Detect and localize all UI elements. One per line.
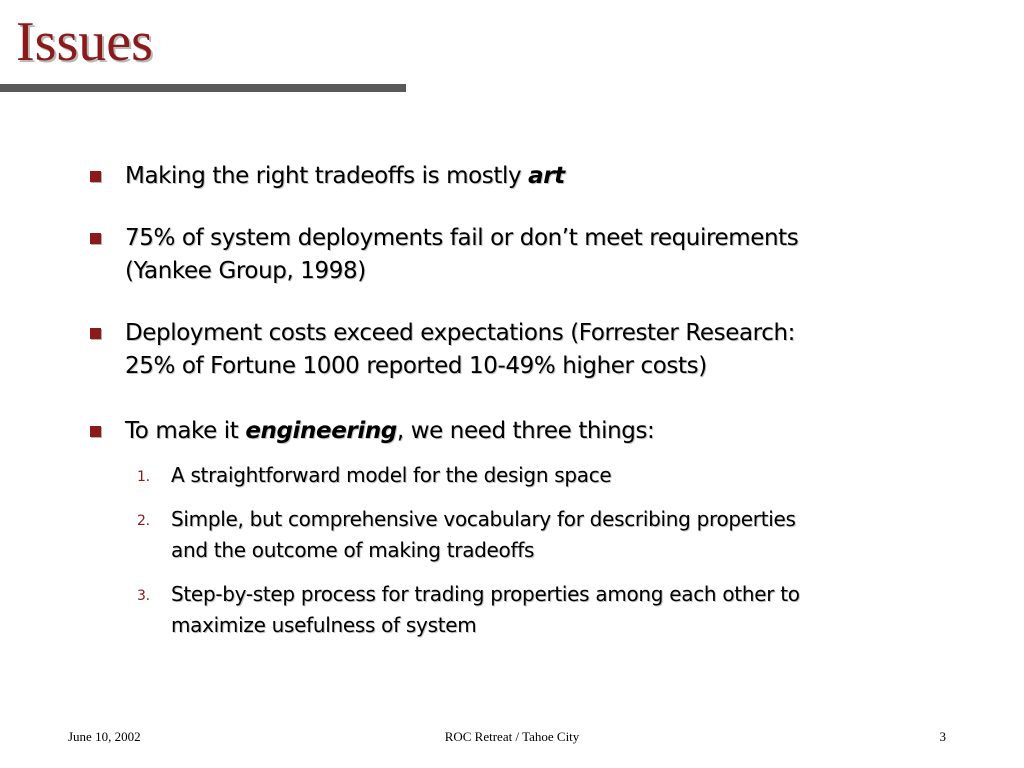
bullet-text-after: , we need three things: <box>396 418 655 444</box>
numbered-item-2 <box>137 504 931 566</box>
bullet-emphasis: engineering <box>245 418 397 444</box>
bullet-text-line2: (Yankee Group, 1998) <box>125 258 366 284</box>
page-number: 3 <box>939 729 946 744</box>
square-bullet-icon <box>90 426 101 437</box>
item-number: 1. <box>137 469 150 485</box>
bullet-text-line1: 75% of system deployments fail or don’t meet requirements <box>125 225 799 251</box>
item-number: 3. <box>137 588 150 604</box>
numbered-text-line1: A straightforward model for the design space <box>171 463 612 487</box>
bullet-item-1 <box>125 160 915 193</box>
bullet-emphasis: art <box>528 163 565 189</box>
item-number: 2. <box>137 513 150 529</box>
bullet-text-line2: 25% of Fortune 1000 reported 10-49% higher costs) <box>125 353 707 379</box>
bullet-text: To make it <box>125 418 246 444</box>
footer-date: June 10, 2002 <box>68 729 141 744</box>
title-underline <box>0 84 406 92</box>
footer-event: ROC Retreat / Tahoe City <box>444 729 580 744</box>
numbered-item-1 <box>137 460 931 491</box>
numbered-text-line2: and the outcome of making tradeoffs <box>171 538 535 562</box>
square-bullet-icon <box>90 233 101 244</box>
bullet-item-3 <box>125 317 915 383</box>
bullet-text: Making the right tradeoffs is mostly <box>125 163 529 189</box>
square-bullet-icon <box>90 171 101 182</box>
bullet-item-4 <box>125 415 915 448</box>
slide-title: Issues <box>16 11 153 73</box>
numbered-item-3 <box>137 579 931 641</box>
numbered-text-line2: maximize usefulness of system <box>171 613 477 637</box>
bullet-text-line1: Deployment costs exceed expectations (Forrester Research: <box>125 320 796 346</box>
numbered-text-line1: Simple, but comprehensive vocabulary for describing properties <box>171 507 796 531</box>
square-bullet-icon <box>90 328 101 339</box>
bullet-item-2 <box>125 222 915 288</box>
numbered-text-line1: Step-by-step process for trading properties among each other to <box>171 582 800 606</box>
